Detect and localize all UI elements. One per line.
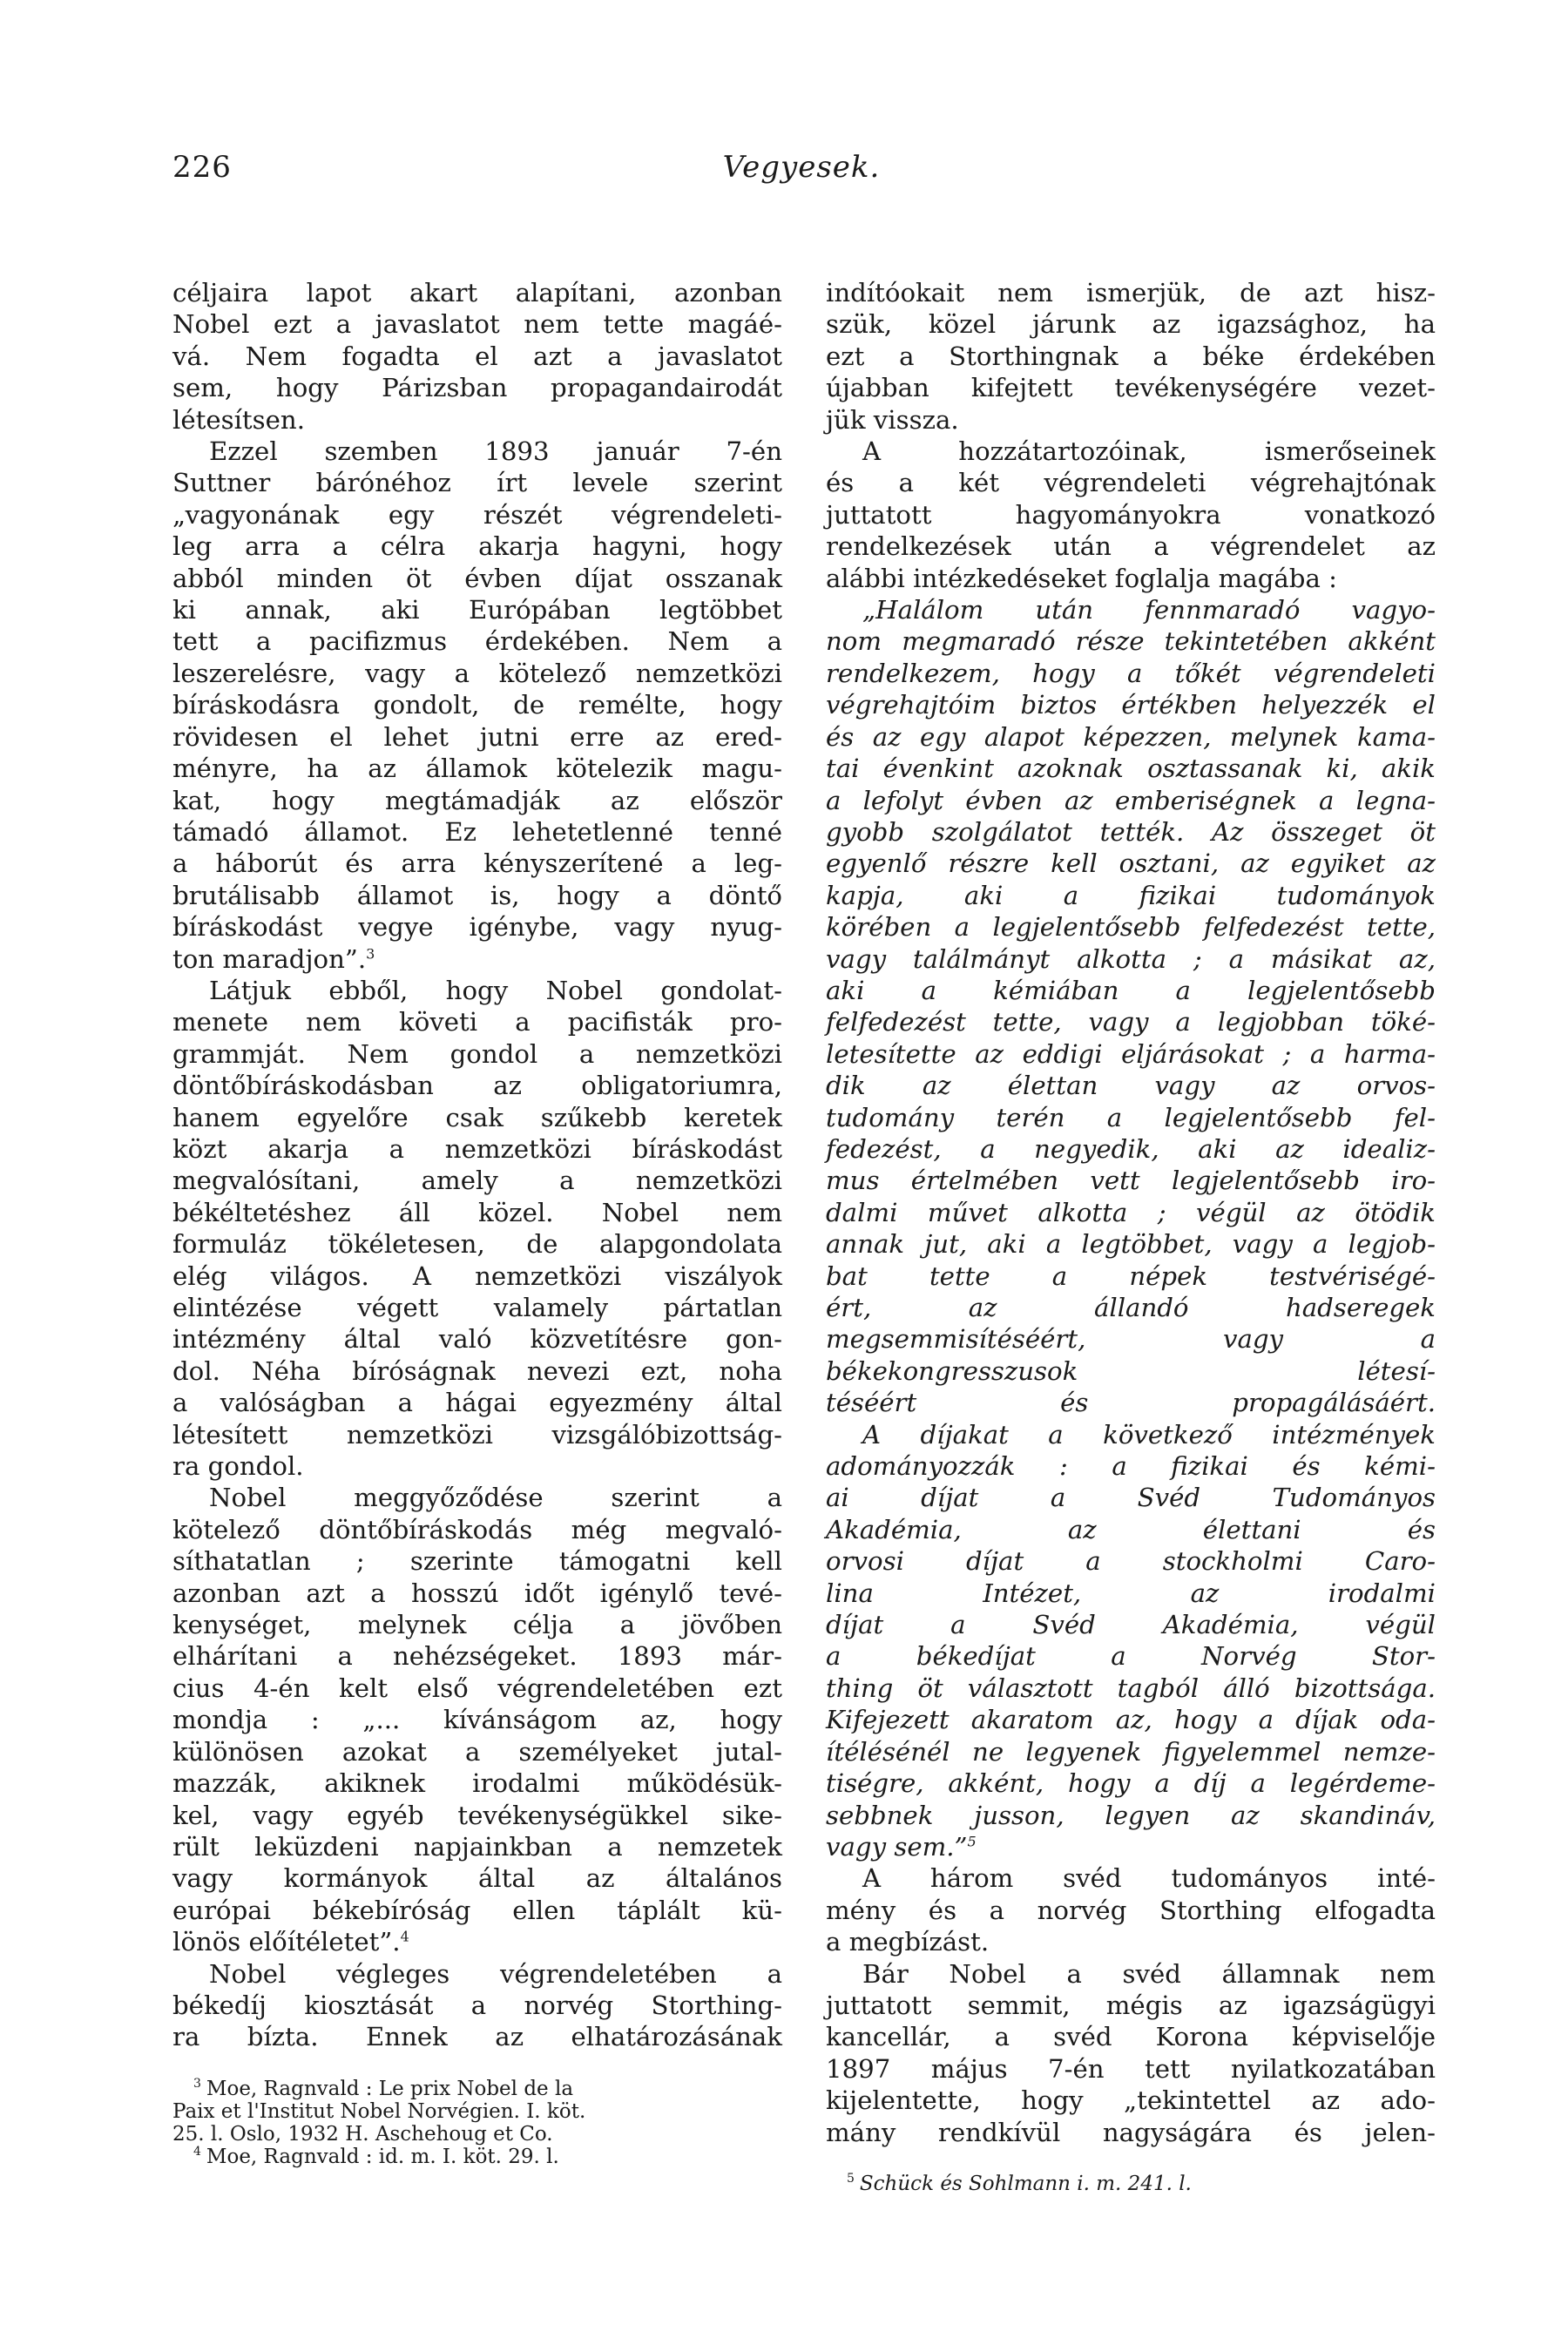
footnote-number: 5 bbox=[847, 2172, 855, 2186]
footnote-number: 3 bbox=[193, 2077, 201, 2092]
text-line: A hozzátartozóinak, ismerőseinek bbox=[862, 436, 1436, 467]
footnote bbox=[826, 2173, 1436, 2195]
text-line: leg arra a célra akarja hagyni, hogy bbox=[172, 531, 782, 562]
text-line: síthatatlan ; szerinte támogatni kell bbox=[172, 1546, 782, 1577]
text-line: fedezést, a negyedik, aki az idealiz- bbox=[826, 1133, 1436, 1164]
text-line: téséért és propagálásáért. bbox=[826, 1388, 1436, 1418]
text-line: és a két végrendeleti végrehajtónak bbox=[826, 468, 1436, 498]
text-line: a lefolyt évben az emberiségnek a legna- bbox=[826, 785, 1436, 815]
paragraph bbox=[172, 277, 782, 436]
text-line: intézmény által való közvetítésre gon- bbox=[172, 1324, 782, 1355]
text-line: tett a pacifizmus érdekében. Nem a bbox=[172, 626, 782, 657]
footnote-text: Schück és Sohlmann i. m. 241. l. bbox=[859, 2172, 1192, 2195]
text-line: A díjakat a következő intézmények bbox=[862, 1419, 1436, 1450]
text-line: Látjuk ebből, hogy Nobel gondolat- bbox=[209, 975, 782, 1005]
page-header bbox=[172, 150, 1396, 202]
text-line: rendelkezések után a végrendelet az bbox=[826, 531, 1436, 562]
text-line: Ezzel szemben 1893 január 7-én bbox=[209, 436, 782, 467]
text-line: grammját. Nem gondol a nemzetközi bbox=[172, 1038, 782, 1069]
running-head: Vegyesek. bbox=[722, 150, 881, 185]
text-line: felfedezést tette, vagy a legjobban töké- bbox=[826, 1007, 1436, 1037]
text-line: céljaira lapot akart alapítani, azonban bbox=[172, 278, 782, 308]
paragraph bbox=[826, 436, 1436, 594]
text-line: sebbnek jusson, legyen az skandináv, bbox=[826, 1800, 1436, 1830]
footnote-line: Paix et l'Institut Nobel Norvégien. I. köt. bbox=[172, 2099, 586, 2123]
left-column bbox=[172, 277, 782, 2168]
text-line: annak jut, aki a legtöbbet, vagy a legjob- bbox=[826, 1229, 1436, 1260]
footnote-ref: 4 bbox=[400, 1928, 409, 1945]
text-line: egyenlő részre kell osztani, az egyiket az bbox=[826, 848, 1436, 879]
text-line: ai díjat a Svéd Tudományos bbox=[826, 1483, 1436, 1513]
paragraph bbox=[172, 436, 782, 975]
text-line bbox=[826, 1831, 1436, 1862]
text-line: ért, az állandó hadseregek bbox=[826, 1293, 1436, 1322]
text-line: dalmi művet alkotta ; végül az ötödik bbox=[826, 1197, 1436, 1227]
text-line: ítélésénél ne legyenek figyelemmel nemze- bbox=[826, 1736, 1436, 1767]
text-fragment: ton maradjon”. bbox=[172, 943, 367, 974]
text-line: dol. Néha bíróságnak nevezi ezt, noha bbox=[172, 1355, 782, 1386]
right-column bbox=[826, 277, 1436, 2195]
text-line: tudomány terén a legjelentősebb fel- bbox=[826, 1102, 1436, 1132]
text-line: indítóokait nem ismerjük, de azt hisz- bbox=[826, 278, 1436, 308]
text-line: sem, hogy Párizsban propagandairodát bbox=[172, 373, 782, 403]
text-line: mus értelmében vett legjelentősebb iro- bbox=[826, 1166, 1436, 1196]
paragraph bbox=[826, 277, 1436, 436]
will-quotation bbox=[826, 594, 1436, 1862]
footnote-text: Moe, Ragnvald : id. m. I. köt. 29. l. bbox=[206, 2145, 559, 2168]
text-line: Nobel végleges végrendeletében a bbox=[209, 1958, 782, 1989]
text-line: Nobel meggyőződése szerint a bbox=[209, 1483, 782, 1513]
text-line: tiségre, akként, hogy a díj a legérdeme- bbox=[826, 1768, 1436, 1799]
footnotes bbox=[826, 2173, 1436, 2195]
text-line: adományozzák : a fizikai és kémi- bbox=[826, 1451, 1436, 1482]
text-line: kel, vagy egyéb tevékenységükkel sike- bbox=[172, 1800, 782, 1830]
text-line: Kifejezett akaratom az, hogy a díjak oda- bbox=[826, 1705, 1436, 1735]
text-line: „Halálom után fennmaradó vagyo- bbox=[862, 595, 1436, 625]
text-line: körében a legjelentősebb felfedezést tette, bbox=[826, 912, 1436, 943]
text-line: dik az élettan vagy az orvos- bbox=[826, 1071, 1436, 1101]
text-line: „vagyonának egy részét végrendeleti- bbox=[172, 499, 782, 530]
text-line: mazzák, akiknek irodalmi működésük- bbox=[172, 1768, 782, 1799]
text-line: ki annak, aki Európában legtöbbet bbox=[172, 595, 782, 625]
text-line: rövidesen el lehet jutni erre az ered- bbox=[172, 721, 782, 752]
text-line: cius 4-én kelt első végrendeletében ezt bbox=[172, 1673, 782, 1703]
text-line: kijelentette, hogy „tekintettel az ado- bbox=[826, 2085, 1436, 2116]
text-fragment: vagy sem.” bbox=[826, 1831, 968, 1862]
text-line: Suttner bárónéhoz írt levele szerint bbox=[172, 468, 782, 498]
text-line bbox=[172, 943, 782, 975]
footnote-line: 25. l. Oslo, 1932 H. Aschehoug et Co. bbox=[172, 2122, 553, 2146]
text-line: abból minden öt évben díjat osszanak bbox=[172, 563, 782, 593]
text-line: kapja, aki a fizikai tudományok bbox=[826, 880, 1436, 910]
text-line: létesítsen. bbox=[172, 404, 305, 435]
text-line: békekongresszusok létesí- bbox=[826, 1355, 1436, 1386]
paragraph bbox=[172, 1482, 782, 1957]
text-line: elhárítani a nehézségeket. 1893 már- bbox=[172, 1641, 782, 1672]
footnote bbox=[172, 2146, 782, 2168]
text-line: és az egy alapot képezzen, melynek kama- bbox=[826, 721, 1436, 752]
text-line: végrehajtóim biztos értékben helyezzék el bbox=[826, 690, 1436, 720]
text-line: támadó államot. Ez lehetetlenné tenné bbox=[172, 816, 782, 847]
text-line: mány rendkívül nagyságára és jelen- bbox=[826, 2117, 1436, 2147]
text-line: ezt a Storthingnak a béke érdekében bbox=[826, 341, 1436, 371]
text-line: thing öt választott tagból álló bizottsága. bbox=[826, 1673, 1436, 1703]
paragraph bbox=[826, 1862, 1436, 1957]
text-line: vá. Nem fogadta el azt a javaslatot bbox=[172, 341, 782, 371]
text-line: hanem egyelőre csak szűkebb keretek bbox=[172, 1102, 782, 1132]
text-line: a valóságban a hágai egyezmény által bbox=[172, 1388, 782, 1418]
text-line: ra bízta. Ennek az elhatározásának bbox=[172, 2022, 782, 2052]
text-line: mondja : „... kívánságom az, hogy bbox=[172, 1705, 782, 1735]
text-fragment: lönös előítéletet”. bbox=[172, 1927, 401, 1957]
text-line: mény és a norvég Storthing elfogadta bbox=[826, 1895, 1436, 1925]
text-line: a háborút és arra kényszerítené a leg- bbox=[172, 848, 782, 879]
text-line: megsemmisítéséért, vagy a bbox=[826, 1324, 1436, 1355]
text-line: Bár Nobel a svéd államnak nem bbox=[862, 1958, 1436, 1989]
text-line: alábbi intézkedéseket foglalja magába : bbox=[826, 563, 1337, 593]
text-line: aki a kémiában a legjelentősebb bbox=[826, 975, 1436, 1005]
footnotes bbox=[172, 2078, 782, 2168]
text-line: vagy kormányok által az általános bbox=[172, 1863, 782, 1894]
text-line: bíráskodásra gondolt, de remélte, hogy bbox=[172, 690, 782, 720]
text-line: lina Intézet, az irodalmi bbox=[826, 1578, 1436, 1608]
text-line: leszerelésre, vagy a kötelező nemzetközi bbox=[172, 658, 782, 688]
text-line: A három svéd tudományos inté- bbox=[862, 1863, 1436, 1894]
text-line: megvalósítani, amely a nemzetközi bbox=[172, 1166, 782, 1196]
text-line: brutálisabb államot is, hogy a döntő bbox=[172, 880, 782, 910]
footnote-ref: 3 bbox=[366, 944, 375, 962]
text-line: békedíj kiosztását a norvég Storthing- bbox=[172, 1990, 782, 2020]
text-line: ra gondol. bbox=[172, 1451, 304, 1482]
text-line: közt akarja a nemzetközi bíráskodást bbox=[172, 1133, 782, 1164]
text-line: kancellár, a svéd Korona képviselője bbox=[826, 2022, 1436, 2052]
text-line: juttatott semmit, mégis az igazságügyi bbox=[826, 1990, 1436, 2020]
text-line: juttatott hagyományokra vonatkozó bbox=[826, 499, 1436, 530]
paragraph bbox=[172, 1958, 782, 2053]
text-line: azonban azt a hosszú időt igénylő tevé- bbox=[172, 1578, 782, 1608]
text-line: rendelkezem, hogy a tőkét végrendeleti bbox=[826, 658, 1436, 688]
text-line: kötelező döntőbíráskodás még megvaló- bbox=[172, 1514, 782, 1544]
text-line: letesítette az eddigi eljárásokat ; a harma- bbox=[826, 1038, 1436, 1069]
text-line: rült leküzdeni napjainkban a nemzetek bbox=[172, 1831, 782, 1862]
text-line: vagy találmányt alkotta ; a másikat az, bbox=[826, 943, 1436, 974]
text-line: európai békebíróság ellen táplált kü- bbox=[172, 1895, 782, 1925]
text-line bbox=[172, 1926, 782, 1957]
text-line: elintézése végett valamely pártatlan bbox=[172, 1293, 782, 1322]
footnote-text: Moe, Ragnvald : Le prix Nobel de la bbox=[206, 2077, 574, 2100]
paragraph bbox=[172, 975, 782, 1483]
text-line: Akadémia, az élettani és bbox=[826, 1514, 1436, 1544]
text-line: a megbízást. bbox=[826, 1927, 990, 1957]
text-line: orvosi díjat a stockholmi Caro- bbox=[826, 1546, 1436, 1577]
text-line: kenységet, melynek célja a jövőben bbox=[172, 1610, 782, 1640]
text-line: nom megmaradó része tekintetében akként bbox=[826, 626, 1436, 657]
text-line: kat, hogy megtámadják az először bbox=[172, 785, 782, 815]
footnote bbox=[172, 2078, 782, 2100]
page-number: 226 bbox=[172, 150, 232, 185]
text-line: Nobel ezt a javaslatot nem tette magáé- bbox=[172, 309, 782, 340]
text-line: döntőbíráskodásban az obligatoriumra, bbox=[172, 1071, 782, 1101]
text-line: jük vissza. bbox=[826, 404, 959, 435]
text-line: ményre, ha az államok kötelezik magu- bbox=[172, 754, 782, 784]
footnote-ref: 5 bbox=[967, 1833, 977, 1850]
text-line: bíráskodást vegye igénybe, vagy nyug- bbox=[172, 912, 782, 943]
paragraph bbox=[826, 1958, 1436, 2148]
text-line: elég világos. A nemzetközi viszályok bbox=[172, 1260, 782, 1291]
text-line: tai évenkint azoknak osztassanak ki, akik bbox=[826, 754, 1436, 784]
text-line: formuláz tökéletesen, de alapgondolata bbox=[172, 1229, 782, 1260]
text-line: menete nem követi a pacifisták pro- bbox=[172, 1007, 782, 1037]
text-line: szük, közel járunk az igazsághoz, ha bbox=[826, 309, 1436, 340]
footnote-number: 4 bbox=[193, 2145, 201, 2159]
text-line: díjat a Svéd Akadémia, végül bbox=[826, 1610, 1436, 1640]
text-line: újabban kifejtett tevékenységére vezet- bbox=[826, 373, 1436, 403]
text-line: létesített nemzetközi vizsgálóbizottság- bbox=[172, 1419, 782, 1450]
text-line: 1897 május 7-én tett nyilatkozatában bbox=[826, 2053, 1436, 2084]
text-line: gyobb szolgálatot tették. Az összeget öt bbox=[826, 816, 1436, 847]
text-line: különösen azokat a személyeket jutal- bbox=[172, 1736, 782, 1767]
text-line: békéltetéshez áll közel. Nobel nem bbox=[172, 1197, 782, 1227]
text-line: a békedíjat a Norvég Stor- bbox=[826, 1641, 1436, 1672]
text-line: bat tette a népek testvériségé- bbox=[826, 1260, 1436, 1291]
